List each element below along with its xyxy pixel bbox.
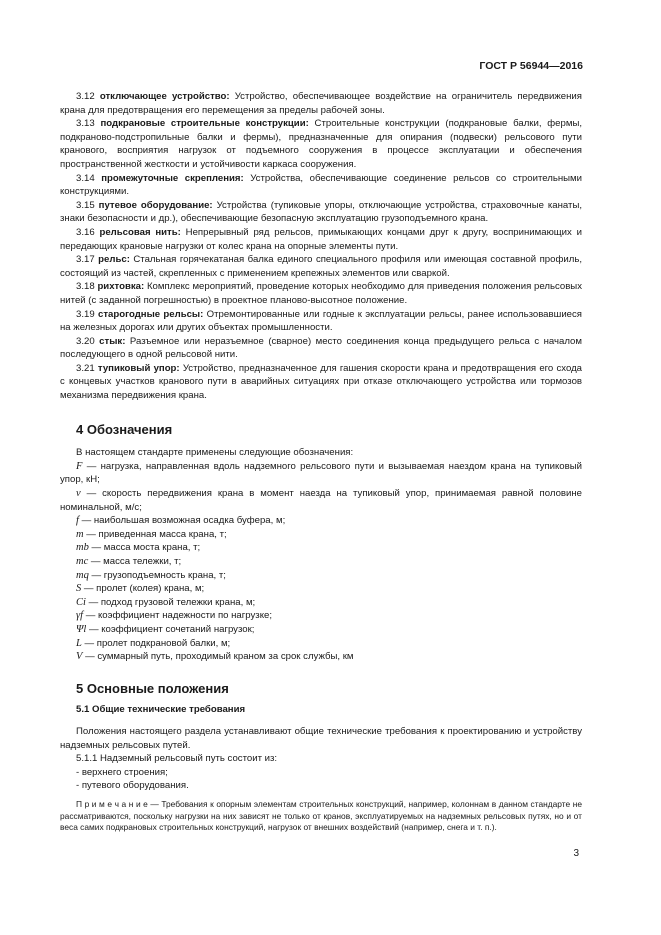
symbol-entry — [60, 460, 582, 487]
symbol-description: — коэффициент надежности по нагрузке; — [83, 610, 273, 622]
symbol-entry — [60, 514, 582, 528]
symbol: mc — [76, 556, 89, 567]
term-name: путевое оборудование: — [98, 199, 213, 211]
term-number: 3.16 — [76, 226, 95, 238]
term-entry — [60, 199, 582, 226]
symbol-description: — масса моста крана, т; — [88, 542, 201, 554]
symbol: L — [76, 637, 82, 649]
symbol-description: — скорость передвижения крана в момент наезда на тупиковый упор, принимаемая равной половине номинальной, м/с; — [60, 488, 582, 513]
list-item: - верхнего строения; — [76, 766, 168, 778]
term-entry — [60, 335, 582, 362]
symbol-entry — [60, 582, 582, 596]
symbol: Ci — [76, 596, 86, 608]
term-number: 3.20 — [76, 335, 95, 347]
term-definition: Комплекс мероприятий, проведение которых необходимо для приведения положения рельсовых нитей (с заданной погрешностью) в проектное планово-высотное положение. — [60, 281, 582, 306]
symbol-description: — наибольшая возможная осадка буфера, м; — [78, 515, 286, 527]
term-name: рельс: — [98, 254, 130, 266]
term-number: 3.12 — [76, 91, 95, 102]
term-entry — [60, 90, 582, 117]
symbol: m — [76, 528, 84, 540]
symbol: f — [76, 515, 79, 527]
term-definition: Устройства (тупиковые упоры, отключающие устройства, страховочные канаты, знаки безопасности и др.), обеспечивающие безопасную эксплуатацию грузоподъемного крана. — [60, 199, 583, 225]
term-number: 3.15 — [76, 199, 95, 211]
section-4-intro: В настоящем стандарте применены следующие обозначения: — [76, 447, 354, 459]
symbol-description: — коэффициент сочетаний нагрузок; — [86, 623, 255, 635]
section-5-para-1: Положения настоящего раздела устанавливают общие технические требования к проектированию и устройству надземных рельсовых путей. — [60, 725, 582, 751]
symbol-description: — пролет подкрановой балки, м; — [81, 637, 231, 649]
term-number: 3.21 — [76, 362, 95, 374]
symbol-description: — суммарный путь, проходимый краном за срок службы, км — [82, 651, 354, 663]
term-entry — [60, 226, 582, 253]
term-definition: Стальная горячекатаная балка единого специального профиля или имеющая составной профиль, состоящий из частей, скрепленных с применением крепежных элементов или сваркой. — [60, 254, 582, 279]
term-definition: Устройство, обеспечивающее воздействие на ограничитель передвижения крана для предотвращения его перемещения за пределы рабочей зоны. — [60, 91, 582, 116]
term-definition: Строительные конструкции (подкрановые балки, фермы, подкраново-подстропильные балки и фермы), предназначенные для опирания (подвески) рельсового пути кранового, восприятия нагрузок от подъемного сооружения в процессе эксплуатации и обеспечения пространственной жесткости и устойчивости каркаса сооружения. — [60, 118, 583, 170]
symbol-entry — [60, 623, 582, 637]
symbol-description: — грузоподъемность крана, т; — [88, 569, 226, 581]
term-name: подкрановые строительные конструкции: — [100, 118, 309, 130]
symbol-description: — приведенная масса крана, т; — [83, 528, 227, 540]
symbol: V — [76, 651, 83, 663]
term-number: 3.14 — [76, 172, 95, 184]
term-definition: Устройства, обеспечивающие соединение рельсов со строительными конструкциями. — [60, 172, 582, 198]
term-name: старогодные рельсы: — [98, 308, 204, 320]
term-entry — [60, 253, 582, 280]
section-5-title: 5 Основные положения — [76, 680, 229, 696]
page-body — [60, 90, 582, 834]
symbol-entry — [60, 555, 582, 569]
symbol-entry — [60, 596, 582, 610]
symbol-entry — [60, 528, 582, 542]
symbol: γf — [76, 610, 84, 622]
term-number: 3.19 — [76, 308, 95, 320]
symbol: Ψl — [76, 623, 87, 635]
term-entry — [60, 362, 582, 403]
symbol: mb — [76, 542, 89, 554]
term-entry — [60, 280, 582, 307]
term-entry — [60, 172, 582, 199]
symbol-entry — [60, 609, 582, 623]
term-definition: Отремонтированные или годные к эксплуатации рельсы, ранее использовавшиеся на железных дорогах или других объектах промышленности. — [60, 308, 583, 334]
term-definition: Устройство, предназначенное для гашения скорости крана и предотвращения его схода с концевых участков кранового пути в аварийных ситуациях при отказе отключающего устройства или тормозов механизма передвижения крана. — [60, 362, 583, 402]
term-definition: Непрерывный ряд рельсов, примыкающих концами друг к другу, воспринимающих и передающих крановые нагрузки от колес крана на опорные элементы пути. — [60, 226, 582, 252]
section-5-para-2: 5.1.1 Надземный рельсовый путь состоит из: — [76, 753, 278, 765]
term-number: 3.17 — [76, 254, 95, 266]
symbol-entry — [60, 569, 582, 583]
subsection-5-1-title: 5.1 Общие технические требования — [76, 704, 246, 716]
term-name: промежуточные скрепления: — [101, 172, 244, 184]
symbol: S — [76, 583, 82, 595]
term-entry — [60, 117, 582, 171]
term-number: 3.18 — [76, 281, 95, 293]
symbols-list — [60, 460, 582, 664]
symbol-description: — нагрузка, направленная вдоль надземного рельсового пути и вызываемая наездом крана на тупиковый упор, кН; — [60, 460, 582, 486]
document-header: ГОСТ Р 56944—2016 — [479, 60, 583, 72]
symbol: mq — [76, 569, 89, 581]
symbol-description: — пролет (колея) крана, м; — [81, 583, 205, 595]
symbol-entry — [60, 541, 582, 555]
symbol: F — [76, 460, 83, 472]
symbol-description: — подход грузовой тележки крана, м; — [85, 596, 256, 608]
term-name: отключающее устройство: — [99, 91, 230, 102]
term-name: тупиковый упор: — [97, 362, 180, 374]
section-4-title: 4 Обозначения — [76, 421, 173, 437]
symbol: v — [76, 488, 81, 500]
term-name: рихтовка: — [97, 281, 145, 293]
symbol-entry — [60, 650, 582, 664]
term-number: 3.13 — [76, 118, 95, 130]
symbol-entry — [60, 637, 582, 651]
symbol-description: — масса тележки, т; — [88, 556, 182, 567]
terms-list — [60, 90, 582, 403]
term-name: стык: — [99, 335, 126, 347]
term-name: рельсовая нить: — [99, 226, 181, 238]
page-number: 3 — [573, 848, 579, 859]
symbol-entry — [60, 487, 582, 514]
list-item: - путевого оборудования. — [76, 780, 189, 792]
term-entry — [60, 308, 582, 335]
term-definition: Разъемное или неразъемное (сварное) место соединения конца предыдущего рельса с началом последующего в одной рельсовой нити. — [60, 335, 582, 361]
note: П р и м е ч а н и е — Требования к опорным элементам строительных конструкций, например, колоннам в данном стандарте не рассматриваются, поскольку нагрузки на них зависят не только от кранов, эксплуатируемых на надземных рельсовых путях, но и от веса самих подкрановых строительных конструкций, нагрузок от внешних воздействий (например, снега и т. п.). — [60, 798, 582, 833]
